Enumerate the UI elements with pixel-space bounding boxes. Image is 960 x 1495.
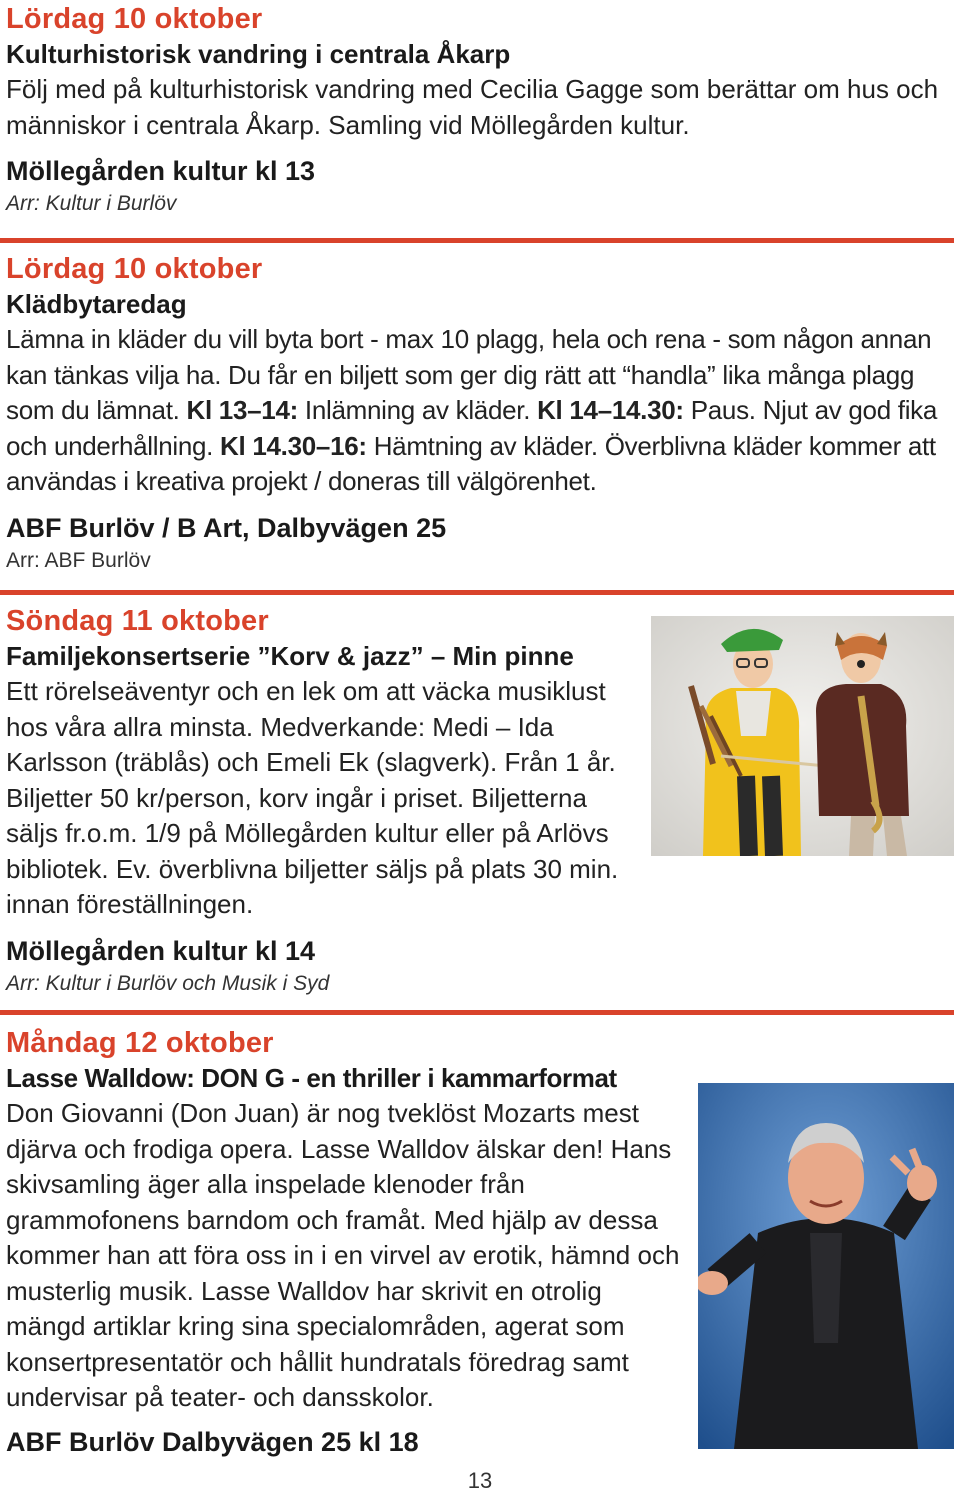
performer-photo	[698, 1083, 954, 1449]
event-venue: ABF Burlöv / B Art, Dalbyvägen 25	[6, 512, 447, 543]
event-korv-och-jazz	[6, 604, 636, 999]
musicians-photo	[651, 616, 954, 856]
event-description: Följ med på kulturhistorisk vandring med Cecilia Gagge som berättar om hus och människor i centrala Åkarp. Samling vid Möllegården kultur.	[6, 74, 939, 140]
performer-illustration	[698, 1083, 954, 1449]
section-divider	[0, 590, 954, 595]
event-title: Familjekonsertserie ”Korv & jazz” – Min pinne	[6, 641, 574, 671]
event-kladbytaredag	[6, 252, 956, 576]
event-kulturhistorisk-vandring	[6, 2, 946, 219]
event-description: Lämna in kläder du vill byta bort - max 10 plagg, hela och rena - som någon annan kan tänkas vilja ha. Du får en biljett som ger dig rätt att “handla” lika många plagg som du lämnat. Kl 13–14: Inlämning av kläder. Kl 14–14.30: Paus. Njut av god fika och underhållning. Kl 14.30–16: Hämtning av kläder. Överblivna kläder kommer att användas i kreativa projekt / doneras till välgörenhet.	[6, 324, 938, 496]
event-arranger: Arr: Kultur i Burlöv och Musik i Syd	[6, 971, 330, 995]
musicians-illustration	[651, 616, 954, 856]
event-arranger: Arr: Kultur i Burlöv	[6, 192, 177, 215]
event-description: Don Giovanni (Don Juan) är nog tveklöst Mozarts mest djärva och frodiga opera. Lasse Walldov älskar den! Hans skivsamling äger alla inspelade klenoder från grammofonens barndom och framåt. Med hjälp av dessa kommer han att föra oss in i en virvel av erotik, hämnd och musterlig musik. Lasse Walldov har skrivit en otrolig mängd artiklar kring sina specialområden, agerat som konsertpresentatör och hållit hundratals föredrag samt undervisar på teater- och dansskolor.	[6, 1098, 680, 1412]
event-venue: ABF Burlöv Dalbyvägen 25 kl 18	[6, 1426, 419, 1457]
event-date: Lördag 10 oktober	[6, 253, 263, 285]
event-venue: Möllegården kultur kl 14	[6, 935, 316, 966]
section-divider	[0, 238, 954, 243]
event-title: Kulturhistorisk vandring i centrala Åkarp	[6, 39, 511, 69]
event-date: Söndag 11 oktober	[6, 605, 269, 637]
event-title: Klädbytaredag	[6, 289, 187, 319]
event-arranger: Arr: ABF Burlöv	[6, 548, 151, 572]
event-date: Lördag 10 oktober	[6, 3, 263, 35]
event-description: Ett rörelseäventyr och en lek om att väcka musiklust hos våra allra minsta. Medverkande: Medi – Ida Karlsson (träblås) och Emeli Ek (slagverk). Från 1 år. Biljetter 50 kr/person, korv ingår i priset. Biljetterna säljs fr.o.m. 1/9 på Möllegården kultur eller på Arlövs bibliotek. Ev. överblivna biljetter säljs på plats 30 min. innan föreställningen.	[6, 676, 619, 919]
event-date: Måndag 12 oktober	[6, 1027, 274, 1059]
event-venue: Möllegården kultur kl 13	[6, 156, 316, 186]
page-number: 13	[467, 1468, 493, 1493]
section-divider	[0, 1010, 954, 1015]
event-don-g	[6, 1026, 696, 1460]
event-title: Lasse Walldow: DON G - en thriller i kammarformat	[6, 1063, 617, 1093]
